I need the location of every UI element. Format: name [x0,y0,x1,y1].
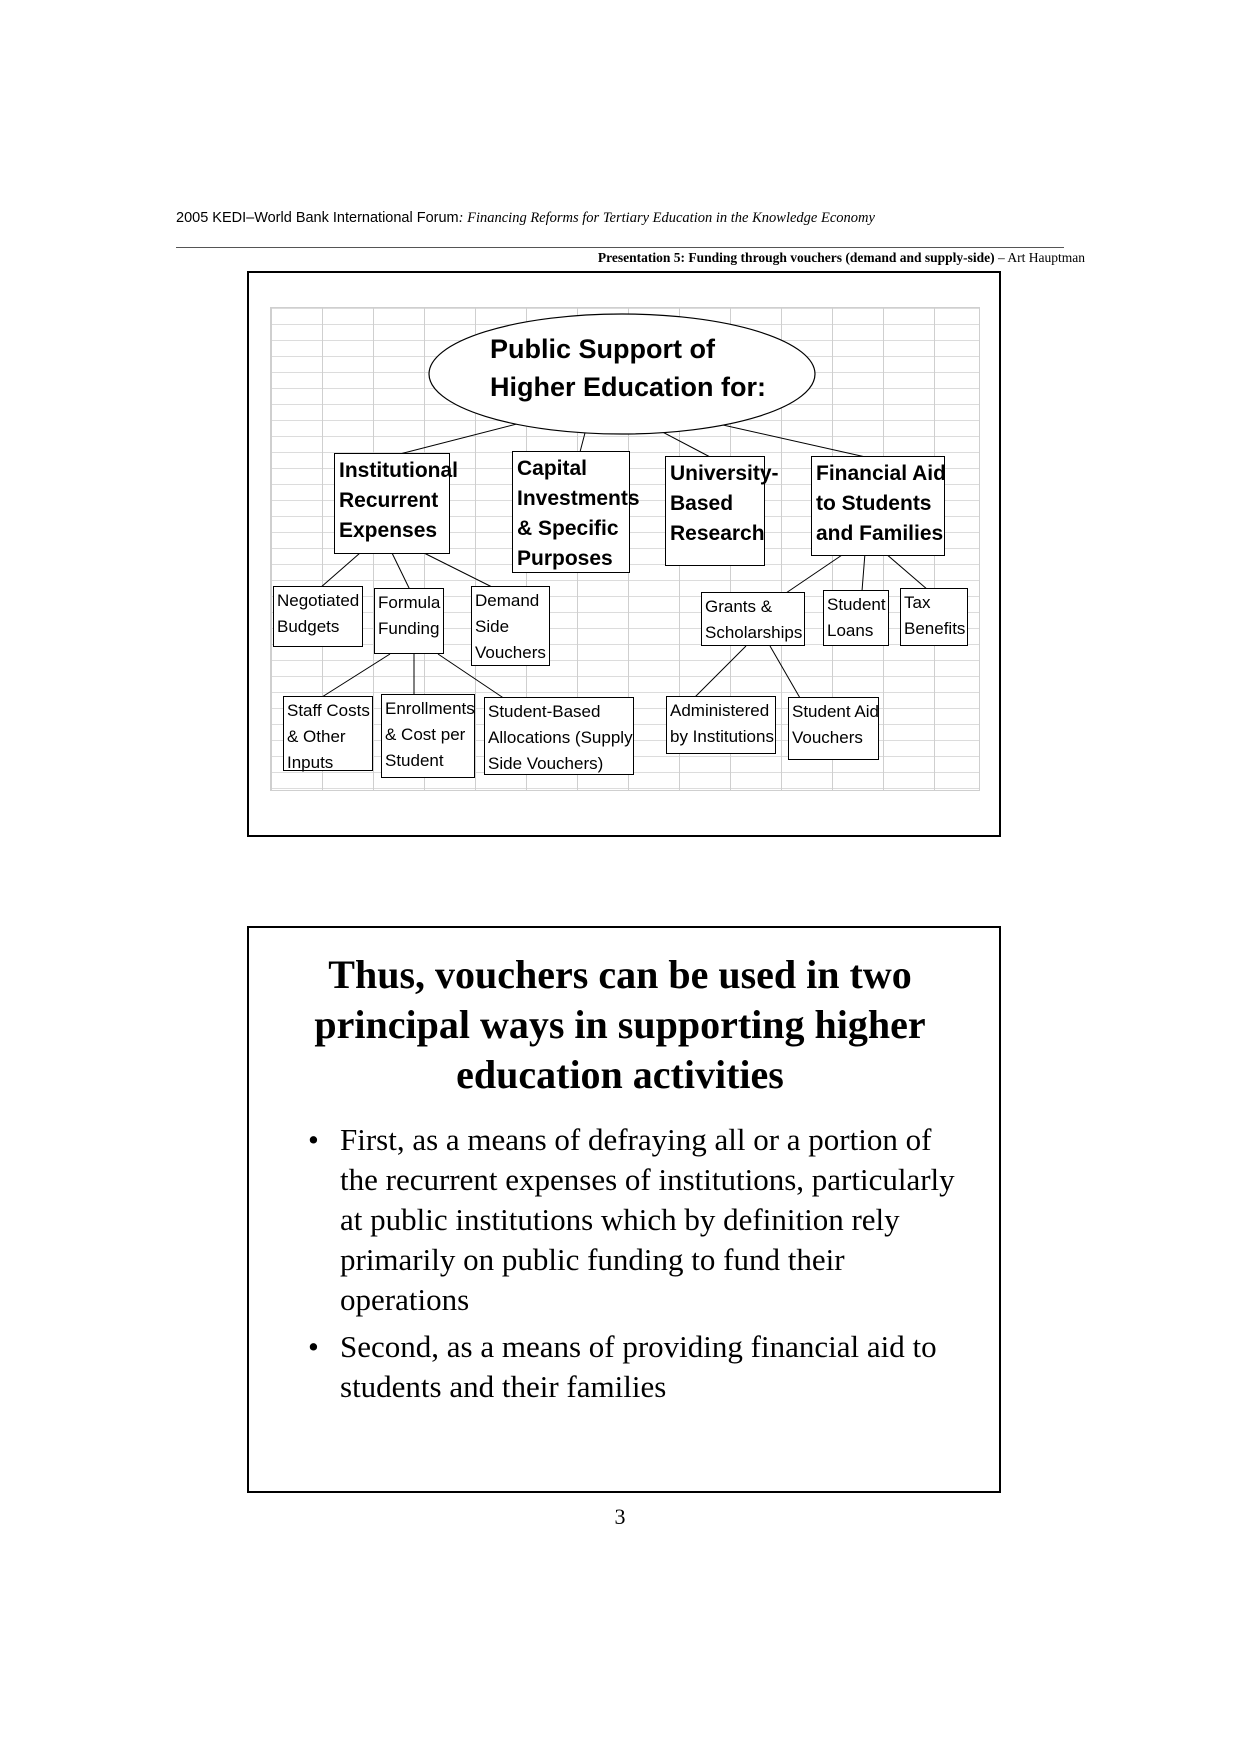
node-line: Administered [670,701,770,720]
bullet-item: • Second, as a means of providing financial aid to students and their families [300,1327,960,1407]
bullet-item: • First, as a means of defraying all or a portion of the recurrent expenses of institutions, particularly at public institutions which by definition rely primarily on public funding to fund their operations [300,1120,960,1320]
node-institutional-recurrent-expenses [334,453,458,554]
node-line: by Institutions [670,727,774,746]
slide-title: Thus, vouchers can be used in two principal ways in supporting higher education activities [314,952,926,1097]
node-line: Negotiated [277,591,360,610]
node-line: Grants & [705,597,773,616]
node-grants-scholarships [701,592,805,646]
node-negotiated-budgets [273,586,363,647]
node-line: Scholarships [705,623,803,642]
node-line: & Other [287,727,346,746]
node-student-based-allocations [484,697,634,775]
node-line: Budgets [277,617,340,636]
node-line: Staff Costs [287,701,370,720]
connector-grants-administered [695,646,746,697]
presentation-title: Presentation 5: Funding through vouchers (demand and supply-side) [597,250,995,265]
node-line: & Cost per [385,725,466,744]
node-line: Purposes [517,547,613,570]
connector-formula-staff [322,654,390,697]
diagram-root-title [490,330,766,406]
node-line: Inputs [287,753,334,772]
node-line: to Students [816,492,932,515]
node-formula-funding [374,588,444,654]
node-enrollments-cost [381,694,475,778]
node-line: Demand [475,591,540,610]
connector-aid-tax [885,553,928,590]
node-student-aid-vouchers [788,697,879,760]
node-financial-aid [811,456,945,556]
node-line: Institutional [339,459,458,482]
node-line: Vouchers [792,728,863,747]
connector-inst-negotiated [320,553,360,588]
node-line: Student Aid [792,702,879,721]
connector-inst-demand [424,553,496,589]
node-line: & Specific [517,517,619,540]
node-line: Loans [827,621,874,640]
root-line-2: Higher Education for: [490,372,766,402]
node-line: Financial Aid [816,462,946,485]
bullet-list [300,1120,960,1414]
connector-inst-formula [392,553,410,590]
presenter-name: – Art Hauptman [994,250,1085,265]
forum-name: 2005 KEDI–World Bank International Forum [176,210,459,226]
connector-aid-grants [786,553,845,593]
root-line-1: Public Support of [490,334,715,364]
node-line: Student [385,751,444,770]
node-line: Allocations (Supply [488,728,633,747]
node-demand-side-vouchers [471,586,550,666]
node-tax-benefits [900,588,968,646]
node-student-loans [823,590,889,646]
node-line: Side Vouchers) [488,754,604,773]
node-line: Student [827,595,886,614]
node-line: Research [670,522,765,545]
connector-aid-loans [862,553,865,591]
node-line: Benefits [904,619,966,638]
node-line: Investments [517,487,640,510]
node-line: Capital [517,457,588,480]
node-line: Funding [378,619,440,638]
node-line: Student-Based [488,702,601,721]
connector-grants-vouchers [770,646,800,698]
node-line: Recurrent [339,489,439,512]
forum-subtitle: : Financing Reforms for Tertiary Education in the Knowledge Economy [458,210,875,226]
node-line: Based [670,492,734,515]
node-line: Formula [378,593,441,612]
node-line: Enrollments [385,699,475,718]
node-line: University- [670,462,779,485]
node-line: Expenses [339,519,438,542]
page-number: 3 [614,1504,626,1529]
node-line: and Families [816,522,944,545]
node-capital-investments [512,451,640,573]
node-university-based-research [665,456,779,566]
node-line: Tax [904,593,931,612]
node-line: Side [475,617,510,636]
node-staff-costs [283,696,373,771]
node-administered-by-institutions [666,696,776,754]
node-line: Vouchers [475,643,546,662]
